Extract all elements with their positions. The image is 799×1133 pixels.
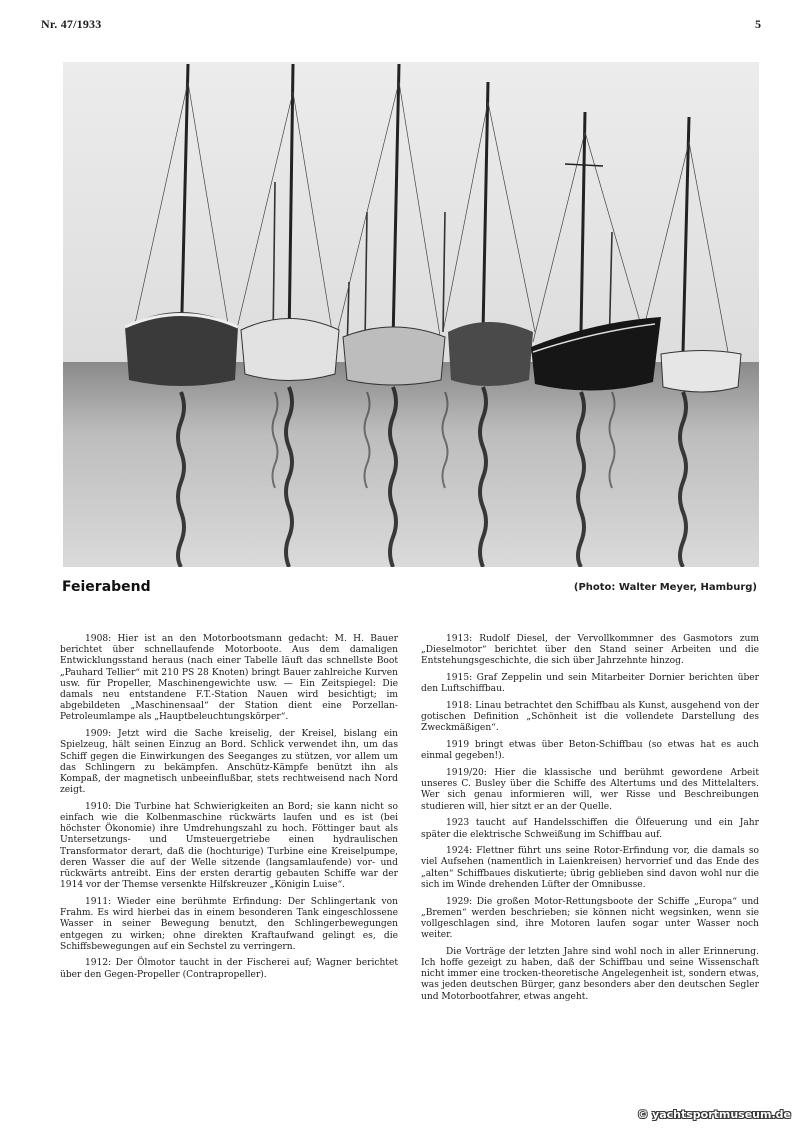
sailing-ships-photo-illustration [63, 62, 759, 567]
paragraph-1912: 1912: Der Ölmotor taucht in der Fischerei auf; Wagner berichtet über den Gegen-Propeller (Contrapropeller). [60, 958, 398, 980]
issue-number: Nr. 47/1933 [41, 17, 102, 31]
paragraph-closing: Die Vorträge der letzten Jahre sind wohl noch in aller Erinnerung. Ich hoffe gezeigt zu haben, daß der Schiffbau und seine Wissenschaft nicht immer eine trocken-theoretische Angelegenheit ist, sondern etwas, was jeden deutschen Bürger, ganz besonders aber den deutschen Segler und Motorbootfahrer, etwas angeht. [421, 946, 759, 1002]
copyright-watermark: © yachtsportmuseum.de [637, 1108, 791, 1121]
paragraph-1913: 1913: Rudolf Diesel, der Vervollkommner des Gasmotors zum „Dieselmotor“ berichtet über den Stand seiner Arbeiten und die Entstehungsgeschichte, die sich über Jahrzehnte hinzog. [421, 634, 759, 667]
paragraph-1919: 1919 bringt etwas über Beton-Schiffbau (so etwas hat es auch einmal gegeben!). [421, 740, 759, 762]
photo-credit: (Photo: Walter Meyer, Hamburg) [573, 582, 757, 593]
paragraph-1918: 1918: Linau betrachtet den Schiffbau als Kunst, ausgehend von der gotischen Definition „Schönheit ist die vollendete Darstellung des Zweckmäßigen“. [421, 701, 759, 734]
photo-caption: Feierabend [62, 579, 151, 595]
page-number: 5 [755, 17, 761, 31]
paragraph-1910: 1910: Die Turbine hat Schwierigkeiten an Bord; sie kann nicht so einfach wie die Kolbenmaschine rückwärts laufen und es ist (bei höchster Ökonomie) ihre Umdrehungszahl zu hoch. Föttinger baut als Untersetzungs- und Umsteuergetriebe einen hydraulischen Transformator derart, daß die (hochturige) Turbine eine Kreiselpumpe, deren Wasser die auf der Welle sitzende (langsamlaufende) vor- und rückwärts antreibt. Eins der ersten derartig gebauten Schiffe war der 1914 vor der Themse versenkte Hilfskreuzer „Königin Luise“. [60, 801, 398, 891]
paragraph-1915: 1915: Graf Zeppelin und sein Mitarbeiter Dornier berichten über den Luftschiffbau. [421, 673, 759, 695]
paragraph-1911: 1911: Wieder eine berühmte Erfindung: Der Schlingertank von Frahm. Es wird hierbei das in einem besonderen Tank eingeschlossene Wasser in seiner Bewegung benutzt, den Schlingerbewegungen entgegen zu wirken; ohne direkten Kraftaufwand gelingt es, die Schiffsbewegungen auf ein Sechstel zu verringern. [60, 896, 398, 952]
paragraph-1919-20: 1919/20: Hier die klassische und berühmt gewordene Arbeit unseres C. Busley über die Schiffe des Altertums und des Mittelalters. Wer sich genau informieren will, wer Risse und Beschreibungen studieren will, hier sitzt er an der Quelle. [421, 768, 759, 812]
paragraph-1909: 1909: Jetzt wird die Sache kreiselig, der Kreisel, bislang ein Spielzeug, hält seinen Einzug an Bord. Schlick verwendet ihn, um das Schiff gegen die Einwirkungen des Seeganges zu stützen, vor allem um das Schlingern zu bekämpfen. Anschütz-Kämpfe benützt ihn als Kompaß, der magnetisch unbeeinflußbar, stets rechtweisend nach Nord zeigt. [60, 729, 398, 796]
article-column-right [421, 634, 759, 1008]
paragraph-1923: 1923 taucht auf Handelsschiffen die Ölfeuerung und ein Jahr später die elektrische Schweißung im Schiffbau auf. [421, 818, 759, 840]
paragraph-1908: 1908: Hier ist an den Motorbootsmann gedacht: M. H. Bauer berichtet über schnellaufende Motorboote. Aus dem damaligen Entwicklungsstand heraus (nach einer Tabelle läuft das schnellste Boot „Pauhard Tellier“ mit 210 PS 28 Knoten) bringt Bauer zahlreiche Kurven usw. für Propeller, Maschinengewichte usw. — Ein Zeitspiegel: Die damals neu entstandene F.T.-Station Nauen wird besichtigt; im abgebildeten „Maschinensaal“ der Station dient eine Porzellan-Petroleumlampe als „Hauptbeleuchtungskörper“. [60, 634, 398, 723]
article-column-left [60, 634, 398, 986]
paragraph-1924: 1924: Flettner führt uns seine Rotor-Erfindung vor, die damals so viel Aufsehen (namentlich in Laienkreisen) hervorrief und das Ende des „alten“ Schiffbaues diskutierte; übrig geblieben sind davon wohl nur die sich im Winde drehenden Lüfter der Omnibusse. [421, 846, 759, 890]
harbor-photo [63, 62, 759, 567]
paragraph-1929: 1929: Die großen Motor-Rettungsboote der Schiffe „Europa“ und „Bremen“ werden beschrieben; sie können nicht wegsinken, wenn sie vollgeschlagen sind, ihre Motoren laufen sogar unter Wasser noch weiter. [421, 896, 759, 941]
